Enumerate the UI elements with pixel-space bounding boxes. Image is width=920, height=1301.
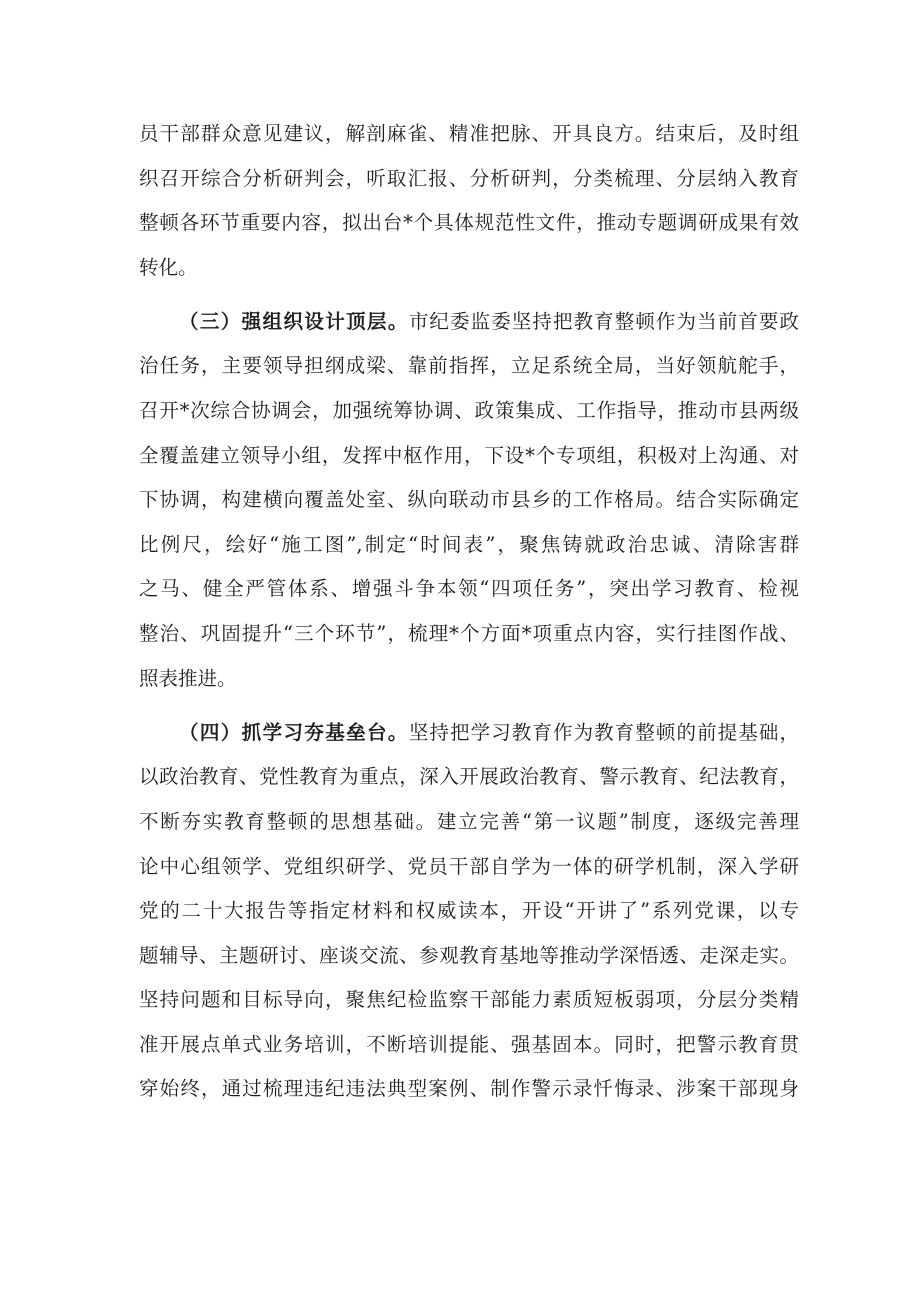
- text-line: 题辅导、主题研讨、座谈交流、参观教育基地等推动学深悟透、走深走实。: [139, 943, 799, 967]
- section-first-line: [139, 300, 799, 345]
- text-line: 穿始终，通过梳理违纪违法典型案例、制作警示录忏悔录、涉案干部现身: [139, 1077, 799, 1101]
- section-heading: （三）强组织设计顶层。: [179, 309, 409, 333]
- text-line: 论中心组领学、党组织研学、党员干部自学为一体的研学机制，深入学研: [139, 854, 799, 878]
- paragraph-section-4: [139, 711, 799, 1112]
- section-first-line: [139, 711, 799, 756]
- text-line: 之马、健全严管体系、增强斗争本领“四项任务”，突出学习教育、检视: [139, 577, 799, 601]
- text-line: 召开*次综合协调会，加强统筹协调、政策集成、工作指导，推动市县两级: [139, 399, 799, 423]
- text-span: 市纪委监委坚持把教育整顿作为当前首要政: [408, 309, 799, 333]
- text-line: 坚持问题和目标导向，聚焦纪检监察干部能力素质短板弱项，分层分类精: [139, 988, 799, 1012]
- paragraph-continuation: [139, 112, 799, 290]
- text-line: 下协调，构建横向覆盖处室、纵向联动市县乡的工作格局。结合实际确定: [139, 488, 799, 512]
- text-line: 织召开综合分析研判会，听取汇报、分析研判，分类梳理、分层纳入教育: [139, 166, 799, 190]
- document-body: [139, 112, 799, 1112]
- text-line: 比例尺，绘好“施工图”,制定“时间表”，聚焦铸就政治忠诚、清除害群: [139, 532, 799, 556]
- text-line: 整顿各环节重要内容，拟出台*个具体规范性文件，推动专题调研成果有效: [139, 211, 799, 235]
- paragraph-section-3: [139, 300, 799, 701]
- text-line: 员干部群众意见建议，解剖麻雀、精准把脉、开具良方。结束后，及时组: [139, 122, 799, 145]
- section-heading: （四）抓学习夯基垒台。: [179, 720, 409, 744]
- text-line: 治任务，主要领导担纲成梁、靠前指挥，立足系统全局，当好领航舵手，: [139, 354, 799, 378]
- text-line: 党的二十大报告等指定材料和权威读本，开设“开讲了”系列党课，以专: [139, 899, 799, 923]
- text-line: 以政治教育、党性教育为重点，深入开展政治教育、警示教育、纪法教育，: [139, 765, 799, 789]
- text-line: 全覆盖建立领导小组，发挥中枢作用，下设*个专项组，积极对上沟通、对: [139, 443, 799, 467]
- text-line: 整治、巩固提升“三个环节”，梳理*个方面*项重点内容，实行挂图作战、: [139, 622, 799, 646]
- text-line: 不断夯实教育整顿的思想基础。建立完善“第一议题”制度，逐级完善理: [139, 809, 799, 833]
- text-span: 坚持把学习教育作为教育整顿的前提基础，: [408, 720, 799, 744]
- text-line: 转化。: [139, 255, 198, 279]
- text-line: 照表推进。: [139, 666, 237, 690]
- text-line: 准开展点单式业务培训，不断培训提能、强基固本。同时，把警示教育贯: [139, 1032, 799, 1056]
